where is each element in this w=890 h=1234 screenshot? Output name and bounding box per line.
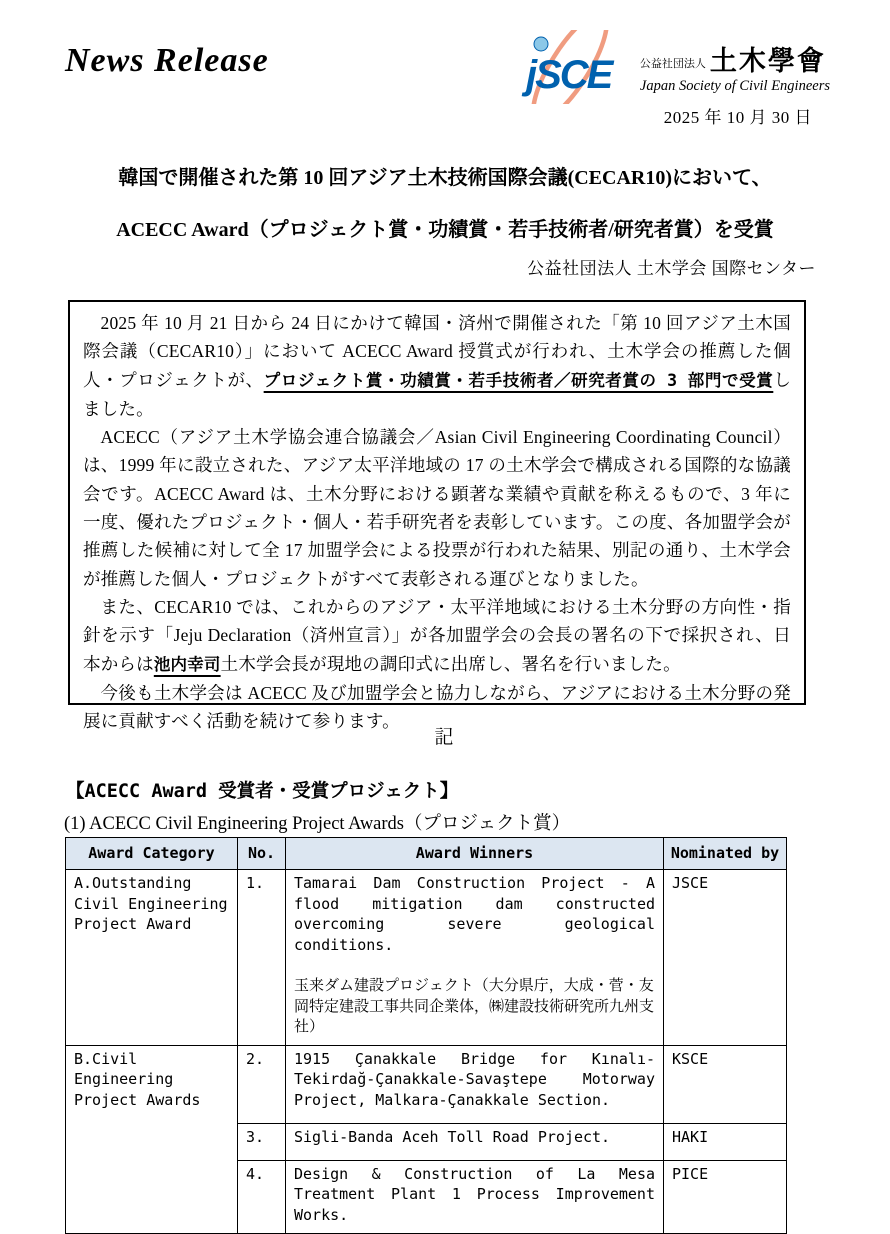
- org-prefix: 公益社団法人: [639, 58, 706, 70]
- cell-winner: Design & Construction of La Mesa Treatment Plant 1 Process Improvement Works.: [286, 1160, 664, 1234]
- winner-english: Tamarai Dam Construction Project - A flood mitigation dam constructed overcoming severe geological conditions.: [294, 874, 655, 954]
- p3-text: また、CECAR10 では、これからのアジア・太平洋地域における土木分野の方向性・指針を示す「Jeju Declaration（済州宣言）」が各加盟学会の会長の署名の下で採択され、日本からは: [83, 596, 791, 674]
- release-date: 2025 年 10 月 30 日: [663, 108, 812, 127]
- cell-no: 3.: [238, 1123, 286, 1160]
- awards-subsection-heading: (1) ACECC Civil Engineering Project Awards（プロジェクト賞）: [64, 814, 571, 834]
- winner-japanese: 玉来ダム建設プロジェクト（大分県庁，大成・菅・友岡特定建設工事共同企業体，㈱建設技術研究所九州支社）: [294, 976, 655, 1035]
- jsce-logo: [514, 30, 830, 104]
- jsce-logo-text: [640, 30, 830, 95]
- cell-nominated-by: PICE: [664, 1160, 787, 1234]
- summary-paragraph-2: ACECC（アジア土木学協会連合協議会／Asian Civil Engineering Coordinating Council）は、1999 年に設立された、アジア太平洋地域の 17 の土木学会で構成される国際的な協議会です。ACECC Award は、土木分野における顕著な業績や貢献を称えるもので、3 年に一度、優れたプロジェクト・個人・若手研究者を表彰しています。この度、各加盟学会が推薦した候補に対して全 17 加盟学会による投票が行われた結果、別記の通り、土木学会が推薦した個人・プロジェクトがすべて表彰される運びとなりました。: [83, 427, 791, 589]
- col-header-award-category: Award Category: [66, 838, 238, 870]
- awards-section-heading: 【ACECC Award 受賞者・受賞プロジェクト】: [66, 781, 459, 802]
- cell-category: A.Outstanding Civil Engineering Project Award: [66, 870, 238, 1046]
- cell-winner: 1915 Çanakkale Bridge for Kınalı-Tekirdağ-Çanakkale-Savaştepe Motorway Project, Malkara-Çanakkale Section.: [286, 1045, 664, 1123]
- table-row: [66, 870, 787, 1046]
- org-name: 土木學會: [709, 46, 826, 76]
- summary-paragraph-1: [83, 309, 791, 423]
- document-title-line1: 韓国で開催された第 10 回アジア土木技術国際会議(CECAR10)において、: [118, 167, 772, 189]
- cell-nominated-by: KSCE: [664, 1045, 787, 1123]
- ki-marker: 記: [434, 727, 456, 748]
- document-title: [0, 152, 890, 256]
- svg-text:jSCE: jSCE: [525, 53, 612, 97]
- masthead: [65, 30, 830, 104]
- news-release-title: News Release: [65, 42, 269, 79]
- summary-paragraph-4: 今後も土木学会は ACECC 及び加盟学会と協力しながら、アジアにおける土木分野の発展に貢献すべく活動を続けて参ります。: [83, 682, 791, 732]
- cell-no: 1.: [238, 870, 286, 1046]
- p1-emphasis: プロジェクト賞・功績賞・若手技術者／研究者賞の 3 部門で受賞: [263, 370, 774, 390]
- p3-tail: 土木学会長が現地の調印式に出席し、署名を行いました。: [220, 653, 681, 674]
- cell-category: B.Civil Engineering Project Awards: [66, 1045, 238, 1234]
- cell-nominated-by: JSCE: [664, 870, 787, 1046]
- cell-winner: [286, 870, 664, 1046]
- cell-no: 4.: [238, 1160, 286, 1234]
- p1-tail: しました。: [83, 369, 792, 419]
- cell-winner: Sigli-Banda Aceh Toll Road Project.: [286, 1123, 664, 1160]
- col-header-nominated-by: Nominated by: [664, 838, 787, 870]
- col-header-no: No.: [238, 838, 286, 870]
- table-row: [66, 1045, 787, 1123]
- p3-emphasis: 池内幸司: [153, 654, 221, 674]
- summary-paragraph-3: [83, 593, 791, 679]
- col-header-award-winners: Award Winners: [286, 838, 664, 870]
- cell-nominated-by: HAKI: [664, 1123, 787, 1160]
- org-name-english: Japan Society of Civil Engineers: [639, 78, 830, 94]
- jsce-logo-mark-icon: [514, 30, 632, 104]
- awards-table: [65, 837, 787, 1234]
- p1-text: 2025 年 10 月 21 日から 24 日にかけて韓国・済州で開催された「第 10 回アジア土木国際会議（CECAR10）」において ACECC Award 授賞式が行われ、土木学会の推薦した個人・プロジェクトが、: [83, 313, 791, 390]
- cell-no: 2.: [238, 1045, 286, 1123]
- document-title-line2: ACECC Award（プロジェクト賞・功績賞・若手技術者/研究者賞）を受賞: [116, 219, 774, 241]
- awards-table-header-row: [66, 838, 787, 870]
- byline: 公益社団法人 土木学会 国際センター: [527, 259, 816, 278]
- jsce-swoosh-icon: [514, 30, 632, 104]
- summary-box: [68, 300, 806, 732]
